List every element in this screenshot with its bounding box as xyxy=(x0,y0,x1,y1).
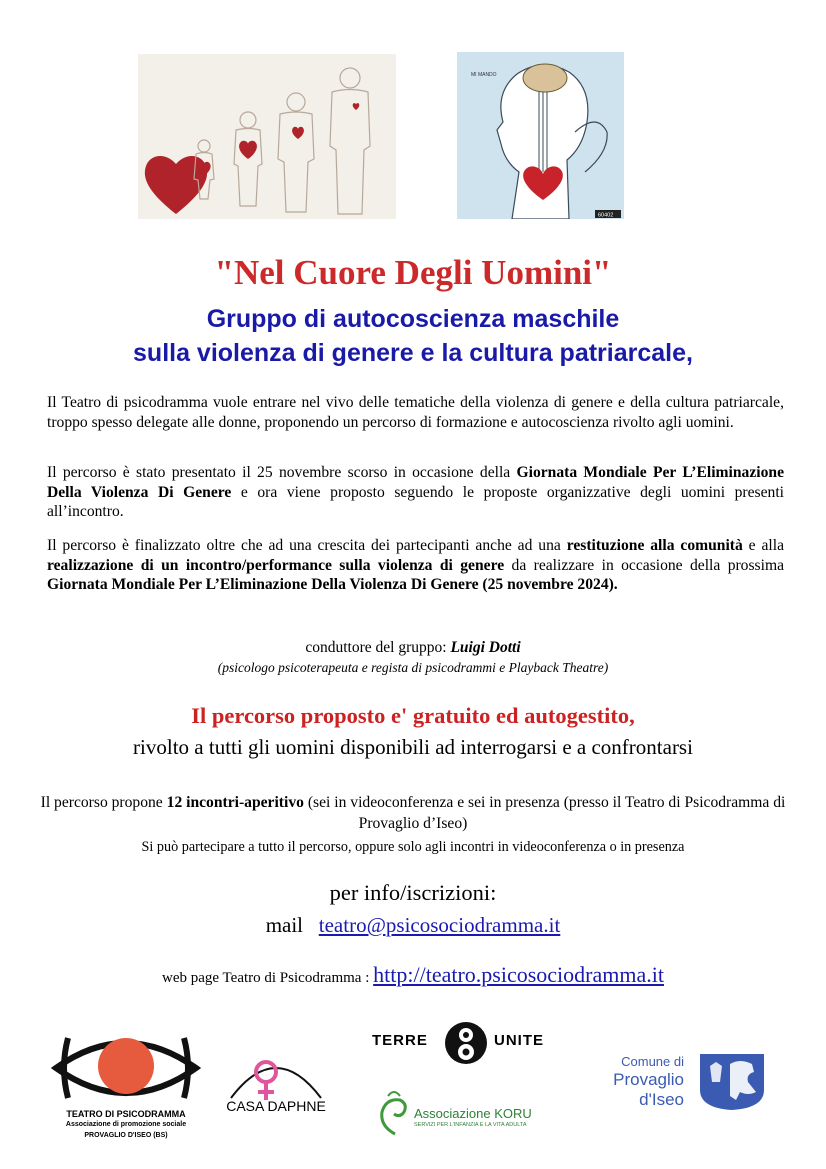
comune-line2: Provaglio xyxy=(613,1070,684,1089)
casa-daphne-logo xyxy=(225,1048,327,1123)
unite-text: UNITE xyxy=(494,1032,544,1049)
comune-line1: Comune di xyxy=(621,1054,684,1069)
text-span: Il percorso propone xyxy=(40,794,167,811)
terre-unite-logo xyxy=(372,1018,560,1068)
text-span: e ora viene proposto seguendo le proposte organizzative degli uomini presenti all’incontro. xyxy=(47,483,784,520)
intro-paragraph: Il Teatro di psicodramma vuole entrare nel vivo delle tematiche della violenza di genere e della cultura patriarcale, troppo spesso delegate alle donne, proponendo un percorso di formazione e autocoscienza rivolto agli uomini. xyxy=(47,394,784,431)
text-span: Il percorso è finalizzato oltre che ad una crescita dei partecipanti anche ad una xyxy=(47,537,567,554)
mail-label: mail xyxy=(265,913,319,937)
teatro-logo-line1: TEATRO DI PSICODRAMMA xyxy=(66,1109,186,1119)
text-span: e alla xyxy=(742,537,784,554)
page-title: "Nel Cuore Degli Uomini" xyxy=(214,253,612,292)
comune-line3: d'Iseo xyxy=(639,1090,684,1109)
mail-line xyxy=(0,913,826,938)
teatro-logo-line3: PROVAGLIO D'ISEO (BS) xyxy=(84,1132,168,1139)
teatro-logo-line2: Associazione di promozione sociale xyxy=(65,1121,187,1128)
illustration-code: 60402 xyxy=(598,212,614,219)
subtitle-line-1: Gruppo di autocoscienza maschile xyxy=(206,305,620,333)
event-name: Giornata Mondiale Per L’Eliminazione Della Violenza Di Genere (25 novembre 2024). xyxy=(47,576,618,593)
text-span: Il percorso è stato presentato il 25 novembre scorso in occasione della xyxy=(47,464,517,481)
growing-hearts-illustration xyxy=(138,54,396,219)
comune-provaglio-logo xyxy=(600,1052,770,1112)
text-span: (sei in videoconferenza e sei in presenza (presso il Teatro di Psicodramma di Provaglio d’Iseo) xyxy=(303,794,786,832)
free-notice: Il percorso proposto e' gratuito ed autogestito, xyxy=(191,703,635,728)
goal-paragraph xyxy=(47,536,784,595)
web-link[interactable]: http://teatro.psicosociodramma.it xyxy=(373,962,664,987)
mail-link[interactable]: teatro@psicosociodramma.it xyxy=(318,913,561,937)
teatro-psicodramma-logo xyxy=(46,1028,206,1143)
casa-daphne-text: CASA DAPHNE xyxy=(226,1098,326,1114)
text-span: da realizzare in occasione della prossima xyxy=(504,556,785,574)
web-line xyxy=(0,962,826,988)
bold-span: realizzazione di un incontro/performance sulla violenza di genere xyxy=(47,556,505,574)
info-label: per info/iscrizioni: xyxy=(329,880,497,905)
bold-span: restituzione alla comunità xyxy=(566,537,743,554)
illustration-caption: MI MANDO xyxy=(471,72,497,78)
web-label: web page Teatro di Psicodramma : xyxy=(162,970,374,986)
audience-line: rivolto a tutti gli uomini disponibili ad interrogarsi e a confrontarsi xyxy=(133,735,693,759)
subtitle-line-2: sulla violenza di genere e la cultura patriarcale, xyxy=(133,339,693,367)
koru-tagline: SERVIZI PER L'INFANZIA E LA VITA ADULTA xyxy=(414,1122,527,1128)
terre-text: TERRE xyxy=(372,1032,428,1049)
conductor-name: Luigi Dotti xyxy=(450,639,521,656)
conductor-line xyxy=(0,639,826,657)
presentation-paragraph xyxy=(47,463,784,522)
event-name: Giornata Mondiale Per L’Eliminazione Della Violenza Di Genere xyxy=(47,464,784,501)
koru-logo xyxy=(378,1090,548,1138)
meeting-count: 12 incontri-aperitivo xyxy=(166,794,304,811)
conductor-role: (psicologo psicoterapeuta e regista di psicodrammi e Playback Theatre) xyxy=(217,660,609,675)
koru-name: Associazione KORU xyxy=(414,1106,532,1121)
participation-line: Si può partecipare a tutto il percorso, oppure solo agli incontri in videoconferenza o in presenza xyxy=(141,839,685,855)
conductor-label: conduttore del gruppo: xyxy=(305,639,451,656)
proposal-paragraph xyxy=(40,792,786,834)
brain-heart-illustration xyxy=(457,52,624,219)
